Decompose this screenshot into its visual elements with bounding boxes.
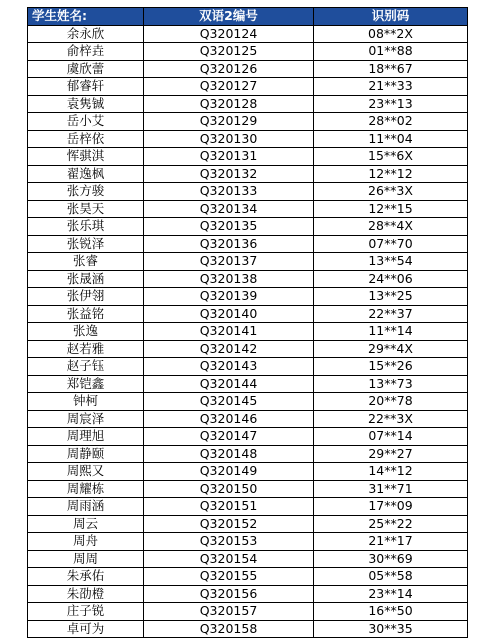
table-row	[28, 113, 468, 131]
table-body	[28, 25, 468, 638]
cell-student-name: 岳梓依	[28, 130, 144, 148]
cell-student-name: 岳小艾	[28, 113, 144, 131]
cell-student-name: 虞欣蕾	[28, 60, 144, 78]
cell-bilingual-id: Q320142	[144, 340, 314, 358]
table-row	[28, 200, 468, 218]
cell-identification-code: 28**02	[314, 113, 468, 131]
cell-student-name: 张晟涵	[28, 270, 144, 288]
table-row	[28, 60, 468, 78]
cell-identification-code: 24**06	[314, 270, 468, 288]
cell-identification-code: 11**04	[314, 130, 468, 148]
cell-identification-code: 20**78	[314, 393, 468, 411]
cell-student-name: 周周	[28, 550, 144, 568]
table-row	[28, 305, 468, 323]
cell-student-name: 周静颐	[28, 445, 144, 463]
cell-identification-code: 11**14	[314, 323, 468, 341]
cell-student-name: 庄子锐	[28, 603, 144, 621]
cell-student-name: 袁隽铖	[28, 95, 144, 113]
cell-student-name: 赵子钰	[28, 358, 144, 376]
cell-student-name: 周云	[28, 515, 144, 533]
cell-identification-code: 23**13	[314, 95, 468, 113]
cell-bilingual-id: Q320140	[144, 305, 314, 323]
spreadsheet	[27, 7, 467, 638]
cell-identification-code: 31**71	[314, 480, 468, 498]
table-row	[28, 358, 468, 376]
cell-bilingual-id: Q320129	[144, 113, 314, 131]
table-row	[28, 43, 468, 61]
cell-student-name: 周熙又	[28, 463, 144, 481]
cell-identification-code: 21**33	[314, 78, 468, 96]
table-row	[28, 235, 468, 253]
cell-identification-code: 29**4X	[314, 340, 468, 358]
cell-bilingual-id: Q320157	[144, 603, 314, 621]
cell-identification-code: 29**27	[314, 445, 468, 463]
table-row	[28, 410, 468, 428]
student-table	[27, 7, 468, 638]
cell-student-name: 恽骐淇	[28, 148, 144, 166]
header-identification-code: 识别码	[314, 8, 468, 26]
cell-identification-code: 14**12	[314, 463, 468, 481]
cell-student-name: 周雨涵	[28, 498, 144, 516]
cell-student-name: 周理旭	[28, 428, 144, 446]
table-row	[28, 148, 468, 166]
table-row	[28, 428, 468, 446]
cell-identification-code: 15**26	[314, 358, 468, 376]
cell-student-name: 郑铠鑫	[28, 375, 144, 393]
cell-identification-code: 21**17	[314, 533, 468, 551]
cell-student-name: 周舟	[28, 533, 144, 551]
cell-bilingual-id: Q320139	[144, 288, 314, 306]
table-row	[28, 95, 468, 113]
cell-student-name: 卓可为	[28, 620, 144, 638]
table-row	[28, 253, 468, 271]
cell-identification-code: 16**50	[314, 603, 468, 621]
cell-bilingual-id: Q320155	[144, 568, 314, 586]
table-row	[28, 288, 468, 306]
cell-identification-code: 22**37	[314, 305, 468, 323]
table-row	[28, 550, 468, 568]
cell-student-name: 张锐泽	[28, 235, 144, 253]
cell-bilingual-id: Q320128	[144, 95, 314, 113]
cell-identification-code: 07**14	[314, 428, 468, 446]
table-row	[28, 323, 468, 341]
table-row	[28, 480, 468, 498]
cell-bilingual-id: Q320126	[144, 60, 314, 78]
table-header	[28, 8, 468, 26]
cell-bilingual-id: Q320145	[144, 393, 314, 411]
cell-student-name: 张益铭	[28, 305, 144, 323]
cell-bilingual-id: Q320146	[144, 410, 314, 428]
cell-student-name: 钟柯	[28, 393, 144, 411]
cell-identification-code: 23**14	[314, 585, 468, 603]
cell-student-name: 朱承佑	[28, 568, 144, 586]
cell-bilingual-id: Q320158	[144, 620, 314, 638]
table-row	[28, 270, 468, 288]
cell-bilingual-id: Q320141	[144, 323, 314, 341]
cell-identification-code: 12**15	[314, 200, 468, 218]
cell-bilingual-id: Q320151	[144, 498, 314, 516]
cell-identification-code: 08**2X	[314, 25, 468, 43]
cell-bilingual-id: Q320134	[144, 200, 314, 218]
cell-identification-code: 13**73	[314, 375, 468, 393]
cell-student-name: 郁睿轩	[28, 78, 144, 96]
cell-identification-code: 05**58	[314, 568, 468, 586]
table-row	[28, 463, 468, 481]
cell-identification-code: 18**67	[314, 60, 468, 78]
cell-bilingual-id: Q320154	[144, 550, 314, 568]
cell-identification-code: 07**70	[314, 235, 468, 253]
table-row	[28, 620, 468, 638]
header-bilingual-id: 双语2编号	[144, 8, 314, 26]
cell-identification-code: 17**09	[314, 498, 468, 516]
cell-bilingual-id: Q320130	[144, 130, 314, 148]
table-row	[28, 130, 468, 148]
cell-student-name: 周宸泽	[28, 410, 144, 428]
header-student-name: 学生姓名:	[28, 8, 144, 26]
cell-student-name: 赵若雅	[28, 340, 144, 358]
cell-identification-code: 13**54	[314, 253, 468, 271]
cell-student-name: 周耀栋	[28, 480, 144, 498]
cell-student-name: 张乐琪	[28, 218, 144, 236]
cell-bilingual-id: Q320127	[144, 78, 314, 96]
cell-student-name: 张伊翎	[28, 288, 144, 306]
table-row	[28, 183, 468, 201]
table-row	[28, 533, 468, 551]
cell-bilingual-id: Q320125	[144, 43, 314, 61]
cell-identification-code: 15**6X	[314, 148, 468, 166]
table-row	[28, 568, 468, 586]
cell-identification-code: 30**69	[314, 550, 468, 568]
table-row	[28, 78, 468, 96]
table-row	[28, 498, 468, 516]
cell-bilingual-id: Q320147	[144, 428, 314, 446]
cell-bilingual-id: Q320132	[144, 165, 314, 183]
cell-bilingual-id: Q320150	[144, 480, 314, 498]
cell-bilingual-id: Q320153	[144, 533, 314, 551]
header-row	[28, 8, 468, 26]
cell-student-name: 翟逸枫	[28, 165, 144, 183]
table-row	[28, 165, 468, 183]
cell-bilingual-id: Q320133	[144, 183, 314, 201]
cell-bilingual-id: Q320136	[144, 235, 314, 253]
cell-identification-code: 28**4X	[314, 218, 468, 236]
cell-student-name: 俞梓垚	[28, 43, 144, 61]
cell-identification-code: 25**22	[314, 515, 468, 533]
cell-student-name: 张逸	[28, 323, 144, 341]
cell-identification-code: 13**25	[314, 288, 468, 306]
table-row	[28, 218, 468, 236]
cell-student-name: 余永欣	[28, 25, 144, 43]
cell-identification-code: 30**35	[314, 620, 468, 638]
cell-bilingual-id: Q320149	[144, 463, 314, 481]
cell-bilingual-id: Q320137	[144, 253, 314, 271]
cell-bilingual-id: Q320135	[144, 218, 314, 236]
cell-bilingual-id: Q320124	[144, 25, 314, 43]
cell-identification-code: 12**12	[314, 165, 468, 183]
table-row	[28, 515, 468, 533]
cell-bilingual-id: Q320138	[144, 270, 314, 288]
cell-student-name: 张睿	[28, 253, 144, 271]
cell-bilingual-id: Q320131	[144, 148, 314, 166]
cell-bilingual-id: Q320144	[144, 375, 314, 393]
table-row	[28, 25, 468, 43]
cell-bilingual-id: Q320143	[144, 358, 314, 376]
cell-identification-code: 22**3X	[314, 410, 468, 428]
cell-student-name: 张方骏	[28, 183, 144, 201]
table-row	[28, 445, 468, 463]
cell-bilingual-id: Q320152	[144, 515, 314, 533]
cell-identification-code: 26**3X	[314, 183, 468, 201]
cell-student-name: 张昊天	[28, 200, 144, 218]
cell-identification-code: 01**88	[314, 43, 468, 61]
table-row	[28, 603, 468, 621]
table-row	[28, 393, 468, 411]
cell-student-name: 朱劭橙	[28, 585, 144, 603]
table-row	[28, 375, 468, 393]
table-row	[28, 585, 468, 603]
cell-bilingual-id: Q320156	[144, 585, 314, 603]
cell-bilingual-id: Q320148	[144, 445, 314, 463]
table-row	[28, 340, 468, 358]
